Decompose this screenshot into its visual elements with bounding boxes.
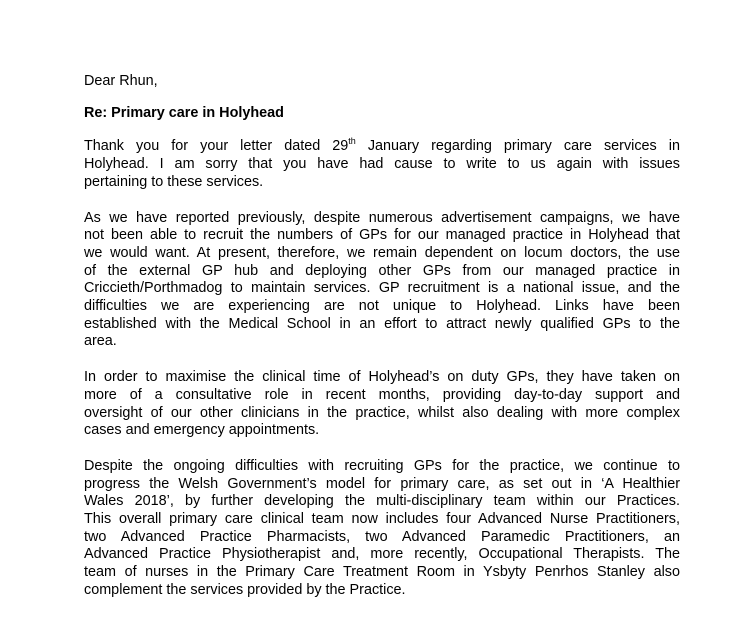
paragraph-2-line: of the external GP hub and deploying other GPs from our managed practice in [84, 262, 680, 279]
paragraph-2-line: Criccieth/Porthmadog to maintain services. GP recruitment is a national issue, and the [84, 280, 680, 297]
paragraph-1-text: January regarding primary care services in [355, 138, 680, 155]
paragraph-2 [84, 210, 680, 352]
paragraph-3-line: more of a consultative role in recent months, providing day-to-day support and [84, 386, 680, 403]
paragraph-4-line: Advanced Practice Physiotherapist and, more recently, Occupational Therapists. The [84, 546, 680, 563]
paragraph-2-line: not been able to recruit the numbers of GPs for our managed practice in Holyhead that [84, 227, 680, 244]
paragraph-4-line: progress the Welsh Government’s model for primary care, as set out in ‘A Healthier [84, 475, 680, 492]
paragraph-1-text: Thank you for your letter dated 29 [84, 138, 349, 155]
letter-body [84, 70, 680, 618]
paragraph-4-line: This overall primary care clinical team now includes four Advanced Nurse Practitioners, [84, 511, 680, 528]
subject-line: Re: Primary care in Holyhead [84, 104, 284, 121]
paragraph-2-line: As we have reported previously, despite numerous advertisement campaigns, we have [84, 209, 680, 226]
paragraph-2-line: difficulties we are experiencing are not unique to Holyhead. Links have been [84, 298, 680, 315]
paragraph-2-line: area. [84, 333, 117, 350]
paragraph-3-line: In order to maximise the clinical time of Holyhead’s on duty GPs, they have taken on [84, 369, 680, 386]
paragraph-3-line: cases and emergency appointments. [84, 422, 320, 439]
ordinal-suffix: th [348, 136, 356, 147]
paragraph-3-line: oversight of our other clinicians in the practice, whilst also dealing with more complex [84, 404, 680, 421]
paragraph-4-line: Despite the ongoing difficulties with recruiting GPs for the practice, we continue to [84, 457, 680, 474]
paragraph-4-line: team of nurses in the Primary Care Treatment Room in Ysbyty Penrhos Stanley also [84, 564, 680, 581]
salutation: Dear Rhun, [84, 73, 158, 89]
paragraph-4-line: Wales 2018’, by further developing the multi-disciplinary team within our Practices. [84, 493, 680, 510]
paragraph-1-line: Holyhead. I am sorry that you have had cause to write to us again with issues [84, 156, 680, 173]
paragraph-1 [84, 138, 680, 191]
paragraph-4-line: two Advanced Practice Pharmacists, two Advanced Paramedic Practitioners, an [84, 528, 680, 545]
paragraph-2-line: we would want. At present, therefore, we remain dependent on locum doctors, the use [84, 244, 680, 261]
paragraph-4 [84, 458, 680, 600]
paragraph-1-line [84, 138, 680, 156]
paragraph-3 [84, 369, 680, 440]
paragraph-1-line: pertaining to these services. [84, 173, 264, 190]
paragraph-2-line: established with the Medical School in an effort to attract newly qualified GPs to the [84, 315, 680, 332]
paragraph-4-line: complement the services provided by the Practice. [84, 581, 406, 598]
